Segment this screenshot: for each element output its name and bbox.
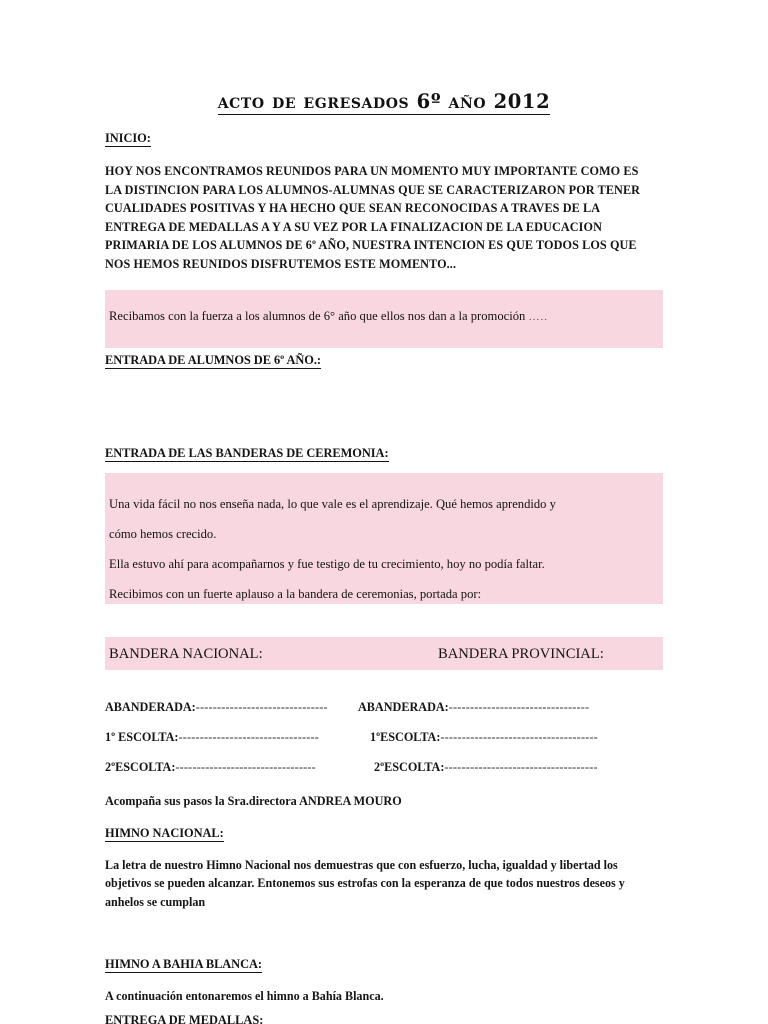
- roster-cell-right: [358, 700, 589, 715]
- roster-right-dashes[interactable]: -------------------------------------: [440, 730, 598, 744]
- roster-left-dashes[interactable]: ---------------------------------: [175, 760, 316, 774]
- himno-nacional-paragraph: La letra de nuestro Himno Nacional nos demuestras que con esfuerzo, lucha, igualdad y libertad los objetivos se pueden alcanzar. Entonemos sus estrofas con la esperanza de que todos nuestros deseos y anhelos se cumplan: [105, 858, 625, 909]
- table-row: [105, 730, 665, 760]
- page-title: [0, 90, 768, 115]
- heading-himno-bahia-label: HIMNO A BAHIA BLANCA:: [105, 957, 262, 971]
- roster-left-label: ABANDERADA:: [105, 700, 196, 714]
- recibamos-ellipsis: …..: [528, 311, 548, 323]
- heading-entrada-alumnos: [105, 353, 321, 369]
- roster-left-dashes[interactable]: -------------------------------: [195, 700, 328, 714]
- acompania-line: Acompaña sus pasos la Sra.directora ANDREA MOURO: [105, 794, 402, 808]
- heading-himno-nacional: [105, 826, 224, 842]
- bandera-provincial-label: BANDERA PROVINCIAL:: [438, 646, 604, 662]
- highlight-block-recibamos: [105, 290, 663, 348]
- roster-cell-left: [105, 700, 328, 715]
- bandera-header-band: [105, 637, 663, 670]
- roster-right-dashes[interactable]: ------------------------------------: [444, 760, 598, 774]
- heading-entrega-medallas: [105, 1013, 263, 1024]
- roster-cell-left: [105, 760, 316, 775]
- roster-right-dashes[interactable]: ---------------------------------: [448, 700, 590, 714]
- heading-entrada-banderas: [105, 446, 389, 462]
- banderas-line: Recibimos con un fuerte aplauso a la bandera de ceremonias, portada por:: [109, 587, 482, 601]
- banderas-line: cómo hemos crecido.: [109, 527, 217, 541]
- table-row: [105, 700, 665, 730]
- bandera-nacional-label: BANDERA NACIONAL:: [109, 646, 263, 662]
- banderas-line: Una vida fácil no nos enseña nada, lo que vale es el aprendizaje. Qué hemos aprendido y: [109, 497, 556, 511]
- heading-inicio: [105, 131, 151, 147]
- roster-cell-right: [374, 760, 598, 775]
- highlight-recibamos-text: [109, 309, 663, 324]
- roster-right-label: 2ºESCOLTA:: [374, 760, 445, 774]
- heading-inicio-label: INICIO:: [105, 131, 151, 145]
- himno-bahia-paragraph: A continuación entonaremos el himno a Bahía Blanca.: [105, 989, 384, 1003]
- banderas-line: Ella estuvo ahí para acompañarnos y fue testigo de tu crecimiento, hoy no podía faltar.: [109, 557, 545, 571]
- heading-himno-bahia: [105, 957, 262, 973]
- roster-table: [105, 700, 665, 790]
- roster-left-label: 2ºESCOLTA:: [105, 760, 176, 774]
- highlight-block-banderas: [105, 473, 663, 604]
- roster-cell-left: [105, 730, 319, 745]
- heading-entrada-banderas-label: ENTRADA DE LAS BANDERAS DE CEREMONIA:: [105, 446, 389, 460]
- table-row: [105, 760, 665, 790]
- roster-right-label: 1ºESCOLTA:: [370, 730, 441, 744]
- recibamos-sentence: Recibamos con la fuerza a los alumnos de 6° año que ellos nos dan a la promoción: [109, 309, 529, 323]
- roster-left-label: 1º ESCOLTA:: [105, 730, 179, 744]
- roster-left-dashes[interactable]: ---------------------------------: [178, 730, 319, 744]
- intro-paragraph: HOY NOS ENCONTRAMOS REUNIDOS PARA UN MOMENTO MUY IMPORTANTE COMO ES LA DISTINCION PARA LOS ALUMNOS-ALUMNAS QUE SE CARACTERIZARON POR TENER CUALIDADES POSITIVAS Y HA HECHO QUE SEAN RECONOCIDAS A TRAVES DE LA ENTREGA DE MEDALLAS A Y A SU VEZ POR LA FINALIZACION DE LA EDUCACION PRIMARIA DE LOS ALUMNOS DE 6º AÑO, NUESTRA INTENCION ES QUE TODOS LOS QUE NOS HEMOS REUNIDOS DISFRUTEMOS ESTE MOMENTO...: [105, 164, 641, 271]
- roster-right-label: ABANDERADA:: [358, 700, 449, 714]
- heading-himno-nacional-label: HIMNO NACIONAL:: [105, 826, 224, 840]
- heading-entrega-medallas-label: ENTREGA DE MEDALLAS:: [105, 1013, 263, 1024]
- page-title-text: acto de egresados 6º año 2012: [217, 90, 551, 113]
- heading-entrada-alumnos-label: ENTRADA DE ALUMNOS DE 6º AÑO.:: [105, 353, 322, 367]
- roster-cell-right: [370, 730, 598, 745]
